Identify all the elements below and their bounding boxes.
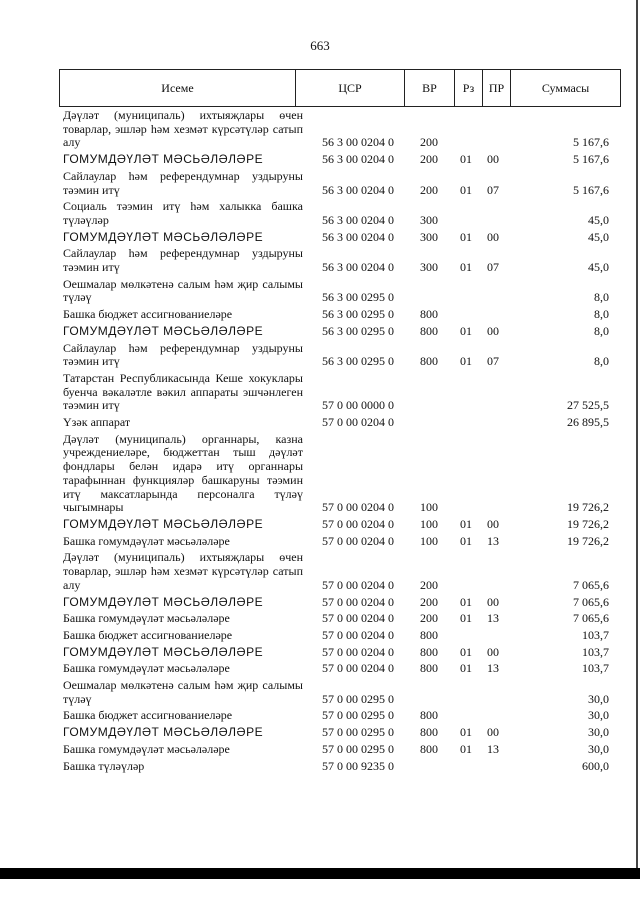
table-row [63,709,619,723]
row-csr: 57 0 00 0204 0 [322,627,394,642]
row-name: Башка гомумдәүләт мәсьәләләре [63,533,230,548]
row-sum: 5 167,6 [573,182,609,197]
row-rz: 01 [460,533,472,548]
row-pr: 07 [487,260,499,275]
row-name: Сайлаулар һәм референдумнар уздыруны тәэмин итү [63,340,303,369]
table-body [63,109,619,773]
row-csr: 56 3 00 0204 0 [322,229,394,244]
table-row [63,518,619,532]
row-sum: 45,0 [588,229,609,244]
row-vr: 200 [420,182,438,197]
row-csr: 57 0 00 0204 0 [322,594,394,609]
row-rz: 01 [460,725,472,740]
row-name: Оешмалар мөлкәтенә салым һәм җир салымы түләү [63,276,303,305]
row-csr: 56 3 00 0204 0 [322,212,394,227]
row-sum: 30,0 [588,691,609,706]
row-csr: 56 3 00 0295 0 [322,354,394,369]
row-rz: 01 [460,661,472,676]
row-rz: 01 [460,611,472,626]
row-sum: 8,0 [594,323,609,338]
row-vr: 200 [420,152,438,167]
table-row [63,662,619,676]
table-row [63,170,619,197]
page-number: 663 [310,38,330,53]
row-vr: 800 [420,354,438,369]
row-vr: 300 [420,212,438,227]
row-rz: 01 [460,323,472,338]
row-csr: 57 0 00 0204 0 [322,577,394,592]
row-vr: 100 [420,516,438,531]
column-header-name: Исеме [161,81,194,95]
row-vr: 800 [420,661,438,676]
row-sum: 600,0 [582,758,609,773]
row-name: Сайлаулар һәм референдумнар уздыруны тәэмин итү [63,168,303,197]
row-csr: 56 3 00 0295 0 [322,323,394,338]
table-row [63,726,619,740]
row-sum: 7 065,6 [573,577,609,592]
row-csr: 56 3 00 0204 0 [322,182,394,197]
table-row [63,231,619,245]
row-name: ГОМУМДӘҮЛӘТ МӘСЬӘЛӘЛӘРЕ [63,516,264,531]
table-row [63,247,619,274]
table-row [63,308,619,322]
row-sum: 19 726,2 [567,500,609,515]
row-csr: 57 0 00 9235 0 [322,758,394,773]
row-rz: 01 [460,182,472,197]
row-name: Башка гомумдәүләт мәсьәләләре [63,661,230,676]
table-row [63,646,619,660]
row-vr: 800 [420,627,438,642]
row-rz: 01 [460,152,472,167]
column-header-pr: ПР [482,70,510,106]
table-row [63,679,619,706]
row-sum: 103,7 [582,627,609,642]
row-name: Социаль тәэмин итү һәм халыкка башка түләүләр [63,199,303,227]
row-pr: 07 [487,354,499,369]
row-sum: 5 167,6 [573,135,609,150]
row-rz: 01 [460,594,472,609]
row-sum: 5 167,6 [573,152,609,167]
table-row [63,551,619,592]
table-row [63,372,619,413]
row-sum: 103,7 [582,644,609,659]
row-name: Дәүләт (муниципаль) ихтыяҗлары өчен товарлар, эшләр һәм хезмәт күрсәтүләр сатып алу [63,550,303,592]
row-csr: 56 3 00 0295 0 [322,307,394,322]
row-sum: 30,0 [588,725,609,740]
row-sum: 103,7 [582,661,609,676]
row-vr: 200 [420,577,438,592]
row-name: Башка түләүләр [63,758,145,773]
row-sum: 7 065,6 [573,594,609,609]
row-name: Башка бюджет ассигнованиеләре [63,708,233,723]
row-vr: 100 [420,500,438,515]
row-csr: 57 0 00 0204 0 [322,516,394,531]
row-sum: 27 525,5 [567,398,609,413]
row-pr: 00 [487,516,499,531]
row-csr: 56 3 00 0295 0 [322,290,394,305]
row-sum: 8,0 [594,290,609,305]
table-row [63,629,619,643]
row-sum: 45,0 [588,260,609,275]
row-name: Татарстан Республикасында Кеше хокуклары буенча вәкаләтле вәкил аппараты эшчәнлеген тәэмин итү [63,370,303,413]
row-rz: 01 [460,516,472,531]
table-row [63,743,619,757]
scan-bottom-bar [0,868,640,879]
row-sum: 7 065,6 [573,611,609,626]
table-row [63,325,619,339]
row-csr: 56 3 00 0204 0 [322,152,394,167]
column-header-vr: ВР [404,70,454,106]
row-pr: 00 [487,725,499,740]
row-sum: 19 726,2 [567,533,609,548]
row-pr: 00 [487,229,499,244]
row-pr: 07 [487,182,499,197]
table-row [63,109,619,150]
row-pr: 13 [487,741,499,756]
table-row [63,596,619,610]
row-vr: 200 [420,594,438,609]
row-vr: 800 [420,708,438,723]
table-row [63,612,619,626]
row-rz: 01 [460,644,472,659]
row-name: Оешмалар мөлкәтенә салым һәм җир салымы түләү [63,678,303,706]
row-rz: 01 [460,260,472,275]
row-name: ГОМУМДӘҮЛӘТ МӘСЬӘЛӘЛӘРЕ [63,229,264,244]
row-sum: 26 895,5 [567,415,609,430]
row-csr: 57 0 00 0000 0 [322,398,394,413]
row-sum: 30,0 [588,708,609,723]
row-name: ГОМУМДӘҮЛӘТ МӘСЬӘЛӘЛӘРЕ [63,152,264,167]
row-vr: 800 [420,741,438,756]
row-name: Башка бюджет ассигнованиеләре [63,307,233,322]
row-sum: 30,0 [588,741,609,756]
row-name: Башка бюджет ассигнованиеләре [63,627,233,642]
row-pr: 00 [487,323,499,338]
table-row [63,342,619,369]
row-name: Сайлаулар һәм референдумнар уздыруны тәэмин итү [63,246,303,275]
row-vr: 800 [420,307,438,322]
row-pr: 00 [487,644,499,659]
row-vr: 100 [420,533,438,548]
row-vr: 800 [420,725,438,740]
table-row [63,760,619,774]
column-header-rz: Рз [454,70,482,106]
column-header-csr: ЦСР [295,70,404,106]
row-rz: 01 [460,741,472,756]
row-vr: 800 [420,323,438,338]
row-vr: 800 [420,644,438,659]
row-csr: 57 0 00 0204 0 [322,611,394,626]
row-name: ГОМУМДӘҮЛӘТ МӘСЬӘЛӘЛӘРЕ [63,594,264,609]
table-header [59,69,621,107]
row-vr: 200 [420,135,438,150]
table-row [63,416,619,430]
row-pr: 13 [487,661,499,676]
column-header-sum: Суммасы [510,70,620,106]
row-csr: 57 0 00 0204 0 [322,644,394,659]
row-vr: 200 [420,611,438,626]
row-pr: 13 [487,533,499,548]
row-csr: 57 0 00 0295 0 [322,708,394,723]
row-name: Башка гомумдәүләт мәсьәләләре [63,741,230,756]
row-name: Башка гомумдәүләт мәсьәләләре [63,611,230,626]
table-row [63,433,619,515]
row-csr: 56 3 00 0204 0 [322,260,394,275]
row-vr: 300 [420,260,438,275]
row-csr: 57 0 00 0295 0 [322,725,394,740]
row-name: Үзәк аппарат [63,415,131,430]
row-name: ГОМУМДӘҮЛӘТ МӘСЬӘЛӘЛӘРЕ [63,725,264,740]
table-row [63,535,619,549]
row-name: ГОМУМДӘҮЛӘТ МӘСЬӘЛӘЛӘРЕ [63,323,264,338]
table-row [63,153,619,167]
row-sum: 19 726,2 [567,516,609,531]
row-csr: 57 0 00 0204 0 [322,415,394,430]
row-name: Дәүләт (муниципаль) органнары, казна учреждениеләре, бюджеттан тыш дәүләт фондлары белән идарә итү органнары тарафыннан функцияләр башкаруны тәэмин итү максатларында персоналга түләү чыгымнары [63,431,303,515]
row-name: Дәүләт (муниципаль) ихтыяҗлары өчен товарлар, эшләр һәм хезмәт күрсәтүләр сатып алу [63,108,303,150]
row-pr: 00 [487,152,499,167]
table-row [63,278,619,305]
row-sum: 45,0 [588,212,609,227]
row-sum: 8,0 [594,354,609,369]
row-csr: 56 3 00 0204 0 [322,135,394,150]
row-csr: 57 0 00 0295 0 [322,741,394,756]
scan-edge [636,0,638,868]
row-pr: 00 [487,594,499,609]
table-row [63,200,619,227]
row-csr: 57 0 00 0204 0 [322,500,394,515]
row-csr: 57 0 00 0295 0 [322,691,394,706]
row-csr: 57 0 00 0204 0 [322,661,394,676]
row-pr: 13 [487,611,499,626]
row-rz: 01 [460,354,472,369]
row-rz: 01 [460,229,472,244]
row-vr: 300 [420,229,438,244]
row-csr: 57 0 00 0204 0 [322,533,394,548]
row-sum: 8,0 [594,307,609,322]
row-name: ГОМУМДӘҮЛӘТ МӘСЬӘЛӘЛӘРЕ [63,644,264,659]
